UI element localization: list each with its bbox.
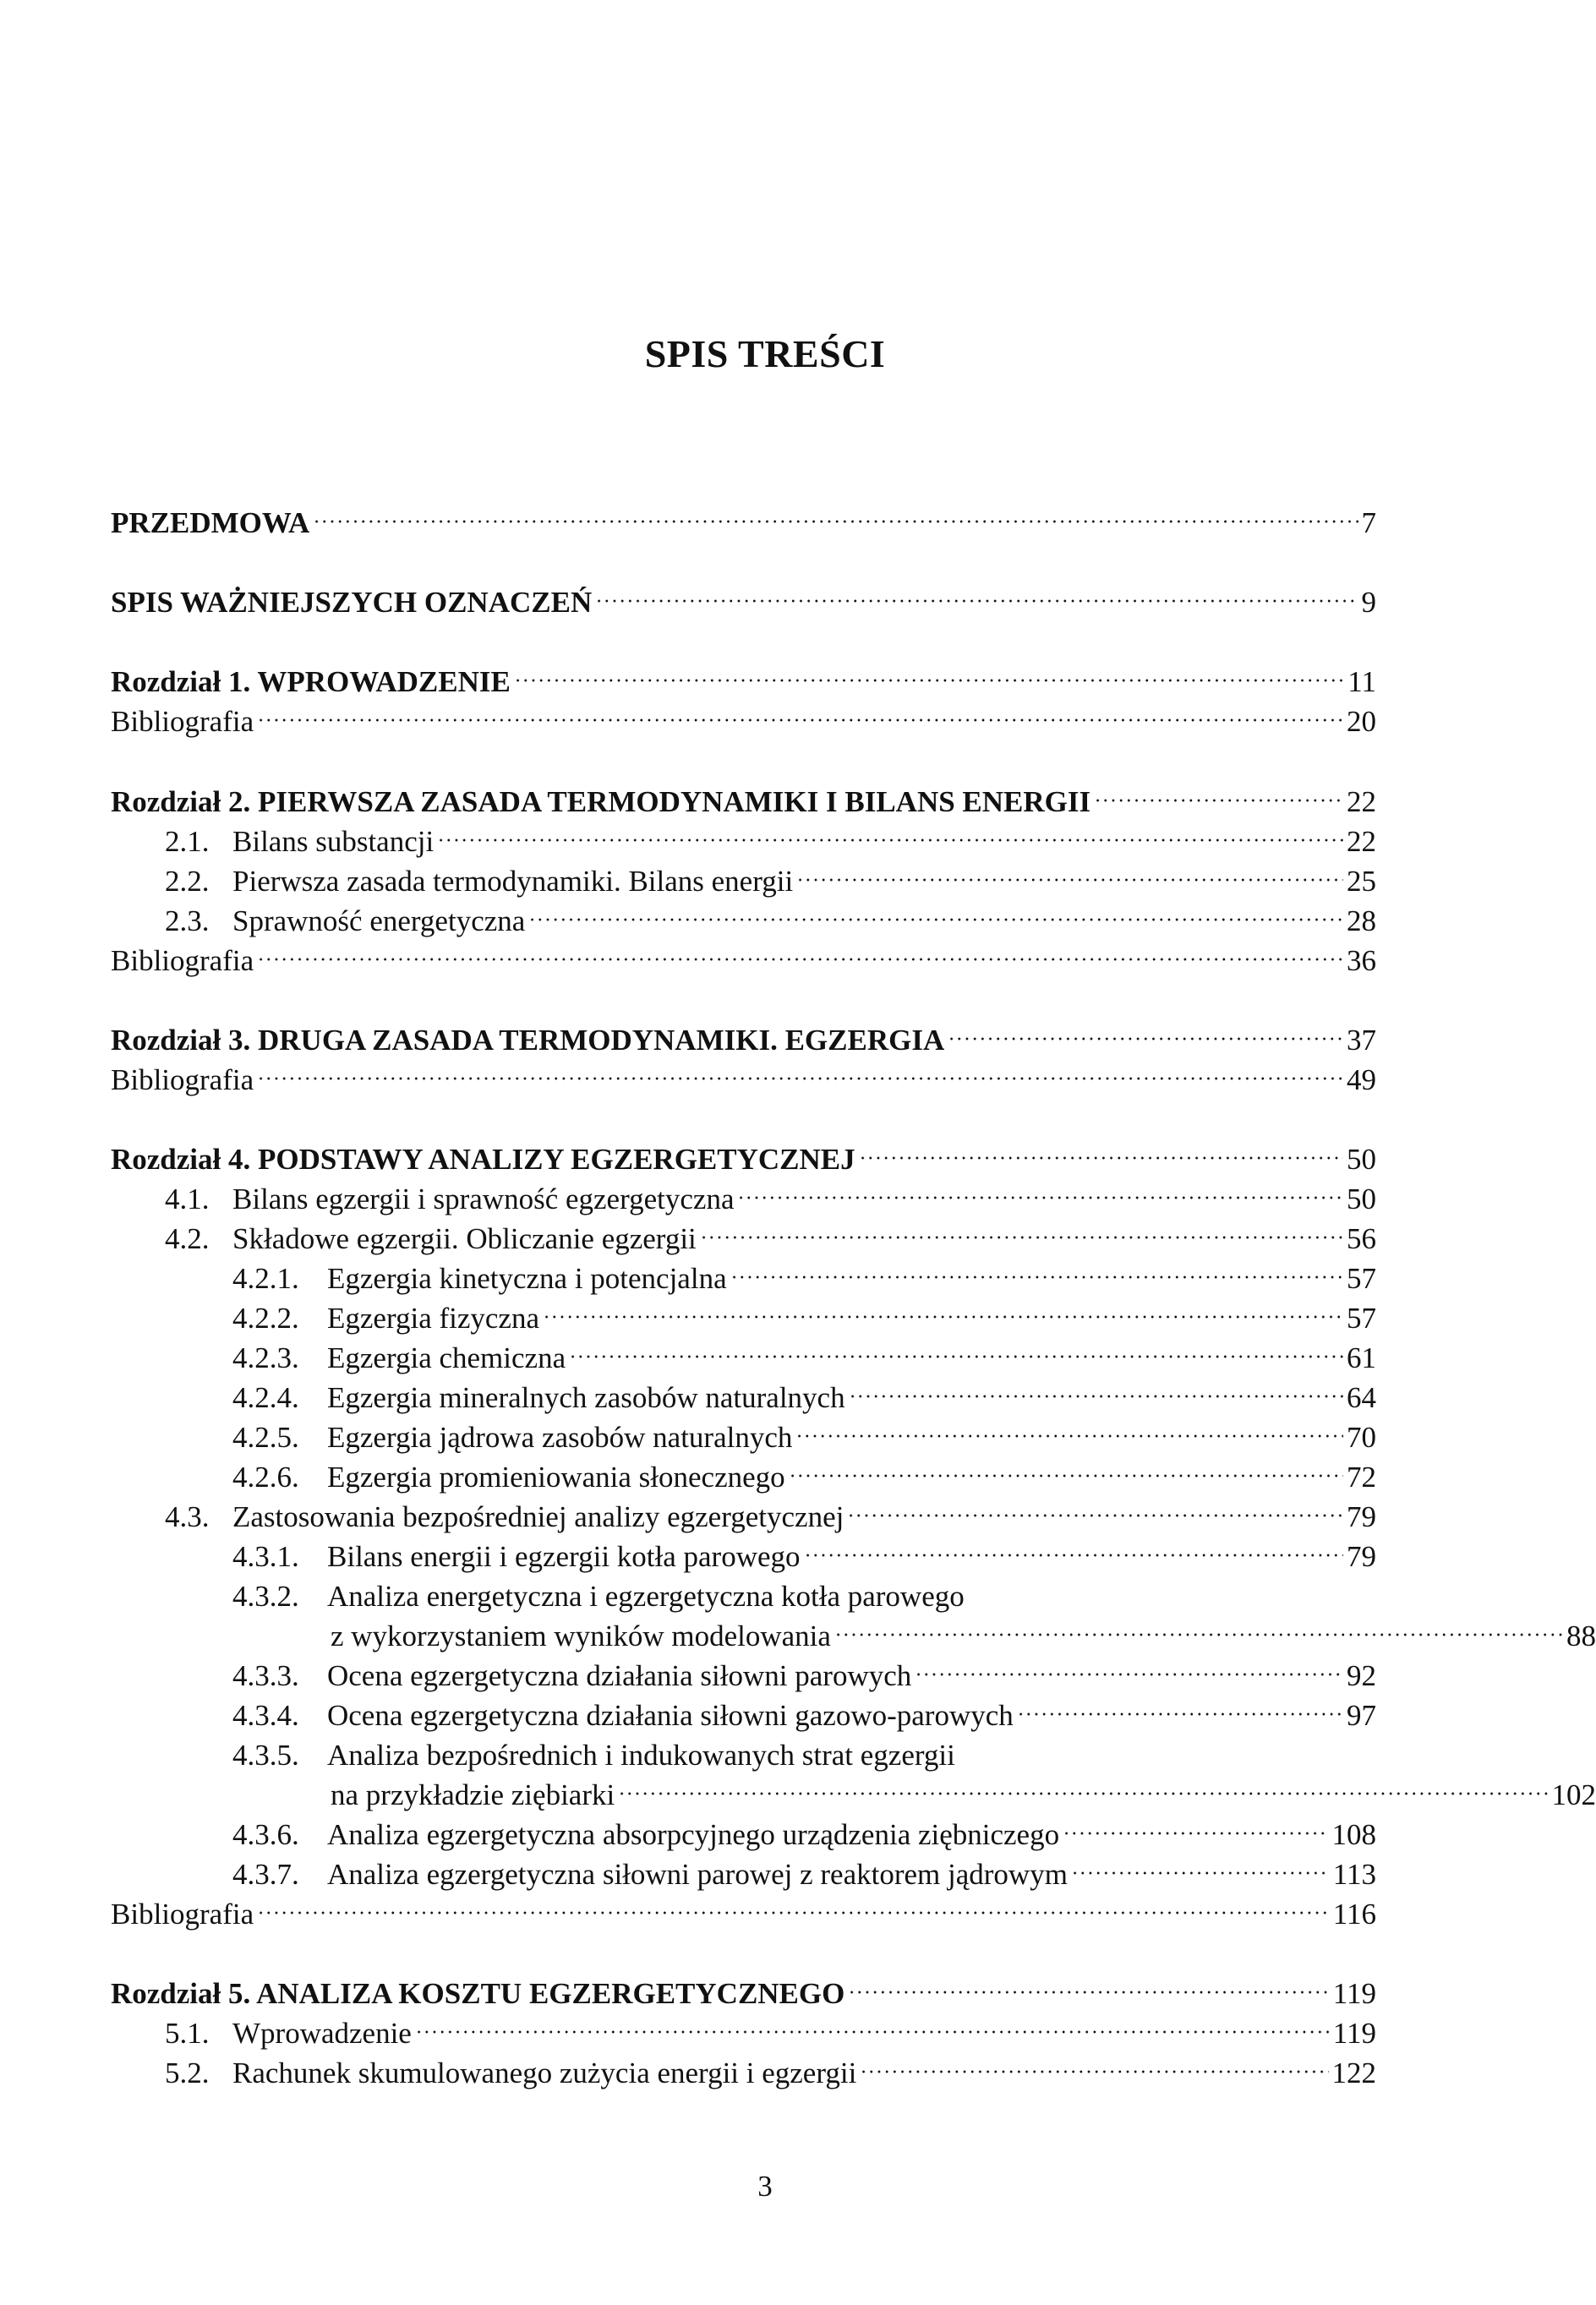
toc-entry-title: Rozdział 3. DRUGA ZASADA TERMODYNAMIKI. EGZERGIA [111, 1024, 945, 1057]
toc-entry-page: 70 [1347, 1421, 1376, 1454]
toc-entry [111, 930, 1376, 977]
toc-entry [111, 1883, 1376, 1931]
dot-leader [847, 1486, 1343, 1527]
toc-entry [111, 1804, 1376, 1851]
toc-entry [111, 850, 1376, 898]
toc-entry [111, 1565, 1376, 1613]
dot-leader [730, 1248, 1343, 1288]
dot-leader [1071, 1843, 1330, 1884]
toc-entry-page: 61 [1347, 1341, 1376, 1374]
toc-entry-page: 97 [1347, 1699, 1376, 1732]
toc-entry [111, 1049, 1376, 1096]
toc-entry-title: Wprowadzenie [232, 2017, 412, 2050]
toc-entry-page: 22 [1347, 825, 1376, 858]
toc-entry-title: Egzergia promieniowania słonecznego [327, 1461, 785, 1494]
toc-entry-title: Ocena egzergetyczna działania siłowni parowych [327, 1659, 912, 1692]
toc-entry [111, 1526, 1376, 1573]
toc-entry-page: 113 [1332, 1858, 1376, 1891]
dot-leader [313, 492, 1358, 533]
dot-leader [514, 651, 1344, 691]
toc-entry-number: 2.3. [165, 904, 210, 937]
toc-entry-page: 108 [1331, 1818, 1376, 1851]
toc-entry-title: Składowe egzergii. Obliczanie egzergii [232, 1222, 697, 1255]
toc-entry-page: 50 [1347, 1143, 1376, 1176]
toc-entry [111, 1287, 1376, 1335]
toc-entry-page: 28 [1347, 904, 1376, 937]
toc-entry-page: 50 [1347, 1183, 1376, 1215]
toc-entry-title: Rachunek skumulowanego zużycia energii i egzergii [232, 2056, 857, 2089]
dot-leader [257, 691, 1343, 731]
toc-entry-title: Egzergia chemiczna [327, 1341, 566, 1374]
page-number: 3 [757, 2170, 773, 2203]
toc-entry-number: 4.2. [165, 1222, 210, 1255]
toc-entry [111, 691, 1376, 738]
toc-entry-page: 122 [1331, 2056, 1376, 2089]
toc-entry-title: Egzergia jądrowa zasobów naturalnych [327, 1421, 793, 1454]
toc-entry [111, 2002, 1376, 2050]
toc-entry-title: z wykorzystaniem wyników modelowania [331, 1620, 831, 1652]
toc-entry-page: 92 [1347, 1659, 1376, 1692]
dot-leader [804, 1526, 1343, 1566]
toc-entry-title: Rozdział 5. ANALIZA KOSZTU EGZERGETYCZNEGO [111, 1977, 845, 2010]
toc-entry-number: 4.2.1. [232, 1262, 299, 1295]
toc-entry-title: Analiza energetyczna i egzergetyczna kotła parowego [327, 1580, 965, 1613]
dot-leader [257, 1049, 1343, 1090]
toc-entry [111, 771, 1376, 818]
toc-entry [111, 492, 1376, 539]
toc-entry-title: Rozdział 2. PIERWSZA ZASADA TERMODYNAMIKI I BILANS ENERGII [111, 785, 1091, 818]
toc-entry-page: 79 [1347, 1540, 1376, 1573]
toc-entry [111, 1963, 1376, 2010]
toc-entry-number: 4.3.6. [232, 1818, 299, 1851]
toc-entry-title: Analiza egzergetyczna siłowni parowej z reaktorem jądrowym [327, 1858, 1068, 1891]
toc-entry-number: 4.3.7. [232, 1858, 299, 1891]
toc-entry [111, 1486, 1376, 1533]
toc-entry-number: 2.2. [165, 865, 210, 898]
toc-entry-page: 20 [1347, 705, 1376, 738]
dot-leader [618, 1764, 1548, 1805]
toc-entry-title: Analiza bezpośrednich i indukowanych strat egzergii [327, 1739, 955, 1772]
toc-entry-page: 37 [1347, 1024, 1376, 1057]
toc-entry-number: 4.2.5. [232, 1421, 299, 1454]
dot-leader [257, 930, 1343, 970]
dot-leader [569, 1327, 1343, 1368]
toc-entry [111, 651, 1376, 698]
toc-entry-number: 4.2.4. [232, 1381, 299, 1414]
toc-entry-page: 119 [1332, 2017, 1376, 2050]
toc-entry-title: Bibliografia [111, 944, 254, 977]
toc-entry-title: Egzergia kinetyczna i potencjalna [327, 1262, 727, 1295]
dot-leader [968, 1565, 1373, 1606]
toc-entry-title: na przykładzie ziębiarki [331, 1778, 615, 1811]
dot-leader [1017, 1685, 1343, 1725]
toc-entry-title: Egzergia fizyczna [327, 1302, 539, 1335]
toc-entry-title: Pierwsza zasada termodynamiki. Bilans energii [232, 865, 794, 898]
toc-entry-page: 25 [1347, 865, 1376, 898]
toc-entry-page: 64 [1347, 1381, 1376, 1414]
dot-leader [796, 850, 1343, 891]
toc-entry-number: 4.3. [165, 1500, 210, 1533]
dot-leader [437, 811, 1343, 851]
toc-entry-page: 57 [1347, 1262, 1376, 1295]
toc-entry [111, 2042, 1376, 2089]
dot-leader [948, 1009, 1343, 1050]
toc-entry [111, 1724, 1376, 1772]
dot-leader [543, 1287, 1343, 1328]
toc-entry-number: 4.2.2. [232, 1302, 299, 1335]
dot-leader [859, 1128, 1343, 1169]
toc-entry [111, 1208, 1376, 1255]
toc-entry-page: 22 [1347, 785, 1376, 818]
page-title: SPIS TREŚCI [644, 332, 886, 375]
dot-leader [528, 890, 1343, 931]
toc-entry [111, 1128, 1376, 1176]
toc-entry [111, 1843, 1376, 1891]
toc-entry-number: 5.2. [165, 2056, 210, 2089]
toc-entry-number: 4.3.5. [232, 1739, 299, 1772]
toc-entry [111, 1685, 1376, 1732]
toc-entry-number: 4.2.3. [232, 1341, 299, 1374]
toc-entry-number: 4.3.1. [232, 1540, 299, 1573]
dot-leader [595, 571, 1358, 612]
toc-entry-title: Bilans substancji [232, 825, 435, 858]
toc-entry [111, 1327, 1376, 1374]
dot-leader [737, 1168, 1343, 1209]
toc-entry-title: Rozdział 4. PODSTAWY ANALIZY EGZERGETYCZNEJ [111, 1143, 855, 1176]
dot-leader [795, 1406, 1343, 1447]
toc-entry-page: 9 [1361, 586, 1376, 619]
toc-entry-page: 11 [1347, 665, 1376, 698]
dot-leader [1094, 771, 1343, 811]
dot-leader [849, 1367, 1343, 1407]
toc-entry-number: 4.1. [165, 1183, 210, 1215]
toc-entry-page: 7 [1361, 506, 1376, 539]
toc-entry-page: 56 [1347, 1222, 1376, 1255]
toc-entry-title: SPIS WAŻNIEJSZYCH OZNACZEŃ [111, 586, 593, 619]
toc-entry-number: 4.2.6. [232, 1461, 299, 1494]
toc-entry [111, 890, 1376, 937]
toc-entry-title: Bibliografia [111, 1063, 254, 1096]
dot-leader [915, 1645, 1343, 1685]
toc-entry-title: PRZEDMOWA [111, 506, 310, 539]
toc-entry [111, 1446, 1376, 1494]
toc-entry-title: Bilans energii i egzergii kotła parowego [327, 1540, 801, 1573]
toc-entry-title: Zastosowania bezpośredniej analizy egzergetycznej [232, 1500, 844, 1533]
dot-leader [860, 2042, 1328, 2083]
toc-entry-title: Egzergia mineralnych zasobów naturalnych [327, 1381, 845, 1414]
toc-entry-title: Analiza egzergetyczna absorpcyjnego urządzenia ziębniczego [327, 1818, 1060, 1851]
dot-leader [1063, 1804, 1328, 1844]
toc-entry-number: 5.1. [165, 2017, 210, 2050]
toc-entry-number: 4.3.3. [232, 1659, 299, 1692]
toc-entry-number: 4.3.2. [232, 1580, 299, 1613]
toc-entry-page: 57 [1347, 1302, 1376, 1335]
toc-entry [111, 1367, 1376, 1414]
dot-leader [700, 1208, 1343, 1248]
toc-entry [111, 1168, 1376, 1215]
toc-entry-title: Bibliografia [111, 705, 254, 738]
toc-entry [111, 1764, 1596, 1811]
toc-entry-title: Rozdział 1. WPROWADZENIE [111, 665, 511, 698]
toc-entry-title: Bilans egzergii i sprawność egzergetyczna [232, 1183, 735, 1215]
toc-entry-title: Ocena egzergetyczna działania siłowni gazowo-parowych [327, 1699, 1014, 1732]
toc-entry-page: 79 [1347, 1500, 1376, 1533]
toc-entry-title: Bibliografia [111, 1898, 254, 1931]
toc-entry [111, 811, 1376, 858]
dot-leader [959, 1724, 1373, 1765]
dot-leader [834, 1605, 1563, 1646]
toc-entry-page: 102 [1551, 1778, 1596, 1811]
toc-entry [111, 1645, 1376, 1692]
toc-entry-page: 88 [1566, 1620, 1596, 1652]
toc-entry [111, 1248, 1376, 1295]
toc-entry-number: 4.3.4. [232, 1699, 299, 1732]
toc-entry-page: 49 [1347, 1063, 1376, 1096]
toc-entry-page: 36 [1347, 944, 1376, 977]
toc-entry [111, 571, 1376, 619]
toc-entry-page: 72 [1347, 1461, 1376, 1494]
toc-entry [111, 1406, 1376, 1454]
dot-leader [257, 1883, 1330, 1924]
toc-entry [111, 1605, 1596, 1652]
toc-entry-page: 116 [1332, 1898, 1376, 1931]
toc-entry-page: 119 [1332, 1977, 1376, 2010]
dot-leader [848, 1963, 1329, 2003]
dot-leader [415, 2002, 1330, 2043]
toc-entry-number: 2.1. [165, 825, 210, 858]
toc-entry [111, 1009, 1376, 1057]
dot-leader [789, 1446, 1343, 1487]
toc-entry-title: Sprawność energetyczna [232, 904, 526, 937]
